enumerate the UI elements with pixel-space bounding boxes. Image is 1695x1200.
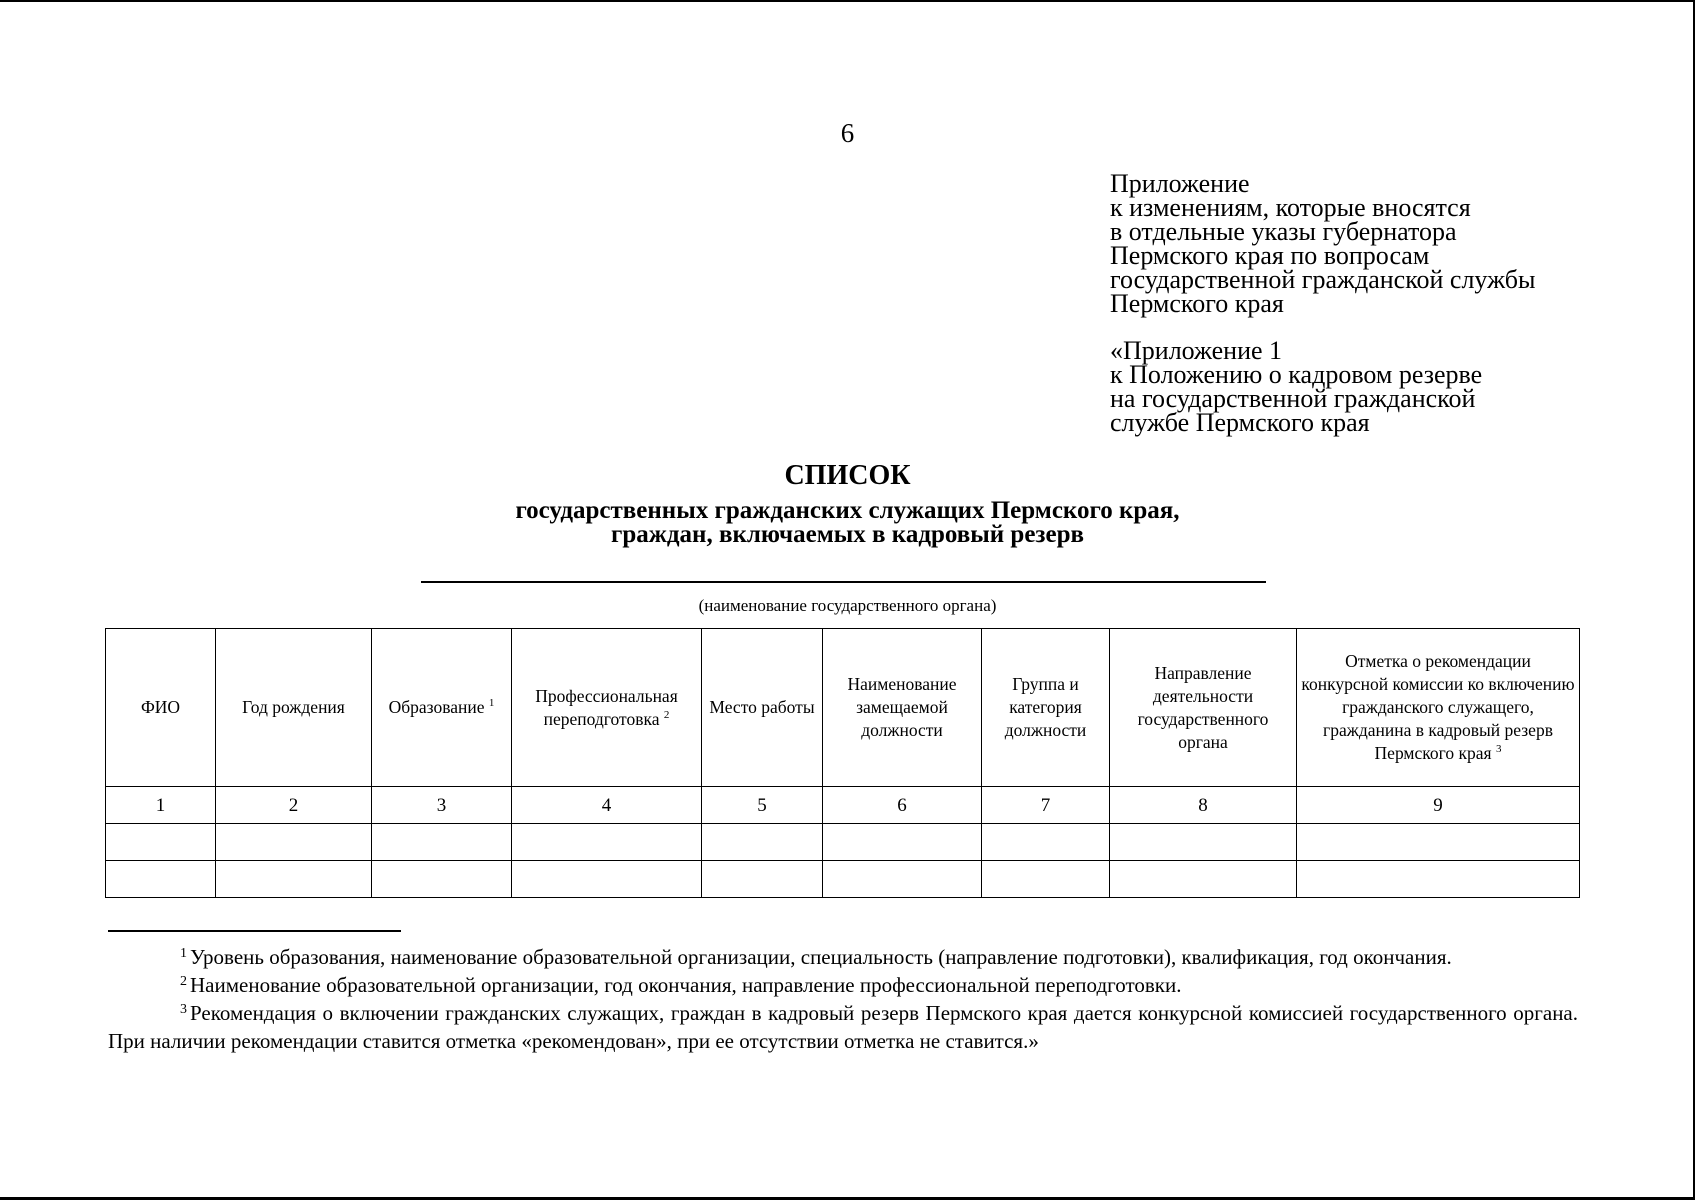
footnote-mark: 2 (180, 974, 187, 989)
appendix-line: Пермского края по вопросам (1110, 241, 1430, 270)
footnote (108, 999, 1578, 1055)
column-header (372, 629, 512, 787)
column-number: 6 (823, 787, 982, 824)
empty-cell (823, 861, 982, 898)
empty-cell (1110, 861, 1297, 898)
empty-cell (512, 861, 702, 898)
empty-cell (216, 861, 372, 898)
empty-cell (823, 824, 982, 861)
appendix-line: Пермского края (1110, 289, 1284, 318)
column-number: 4 (512, 787, 702, 824)
footnote-text: Наименование образовательной организации, год окончания, направление профессиональной переподготовки. (190, 973, 1182, 997)
empty-cell (106, 824, 216, 861)
column-header-label: Группа и категория должности (1004, 674, 1087, 740)
empty-cell (1297, 824, 1580, 861)
column-header (1110, 629, 1297, 787)
column-number: 8 (1110, 787, 1297, 824)
empty-table-row (106, 861, 1580, 898)
table-header-row (106, 629, 1580, 787)
document-subtitle (0, 499, 1695, 547)
empty-table-row (106, 824, 1580, 861)
empty-cell (1297, 861, 1580, 898)
footnote-ref: 3 (1495, 743, 1502, 755)
column-header-label: Год рождения (242, 697, 345, 717)
footnote-text: Уровень образования, наименование образовательной организации, специальность (направление подготовки), квалификация, год окончания. (190, 945, 1452, 969)
column-header-label: ФИО (140, 697, 181, 717)
column-header (216, 629, 372, 787)
column-header-label: Образование (388, 697, 485, 717)
empty-cell (702, 824, 823, 861)
empty-cell (106, 861, 216, 898)
column-header (823, 629, 982, 787)
appendix-block (1110, 169, 1536, 437)
quoted-appendix-line: к Положению о кадровом резерве (1110, 360, 1483, 389)
column-number: 2 (216, 787, 372, 824)
empty-cell (982, 824, 1110, 861)
appendix-line: государственной гражданской службы (1110, 265, 1536, 294)
column-number: 5 (702, 787, 823, 824)
empty-cell (702, 861, 823, 898)
footnote (108, 943, 1578, 971)
footnote-mark: 3 (180, 1002, 187, 1017)
footnote-text: Рекомендация о включении гражданских служащих, граждан в кадровый резерв Пермского края дается конкурсной комиссией государственного органа. При наличии рекомендации ставится отметка «рекомендован», при ее отсутствии отметка не ставится.» (108, 1001, 1578, 1053)
footnotes (108, 943, 1578, 1055)
empty-cell (372, 824, 512, 861)
page-number: 6 (840, 118, 855, 148)
column-header (512, 629, 702, 787)
appendix-line: к изменениям, которые вносятся (1110, 193, 1471, 222)
footnote-mark: 1 (180, 946, 187, 961)
column-header-label: Направление деятельности государственного органа (1137, 662, 1269, 752)
document-title: СПИСОК (784, 460, 911, 491)
empty-cell (512, 824, 702, 861)
column-number: 3 (372, 787, 512, 824)
footnote-ref: 2 (663, 708, 670, 721)
organ-name-fill-line (421, 581, 1266, 583)
column-header-label: Отметка о рекомендации конкурсной комиссии ко включению гражданского служащего, гражданина в кадровый резерв Пермского края (1301, 651, 1575, 763)
quoted-appendix-line: службе Пермского края (1110, 408, 1370, 437)
column-header (982, 629, 1110, 787)
column-number-row (106, 787, 1580, 824)
quoted-appendix-line: на государственной гражданской (1110, 384, 1476, 413)
empty-cell (982, 861, 1110, 898)
organ-name-caption: (наименование государственного органа) (698, 596, 997, 615)
footnote (108, 971, 1578, 999)
footnote-separator (108, 930, 401, 932)
column-header-label: Наименование замещаемой должности (847, 674, 957, 740)
appendix-line: в отдельные указы губернатора (1110, 217, 1457, 246)
page-border-top (0, 0, 1695, 2)
subtitle-line: государственных гражданских служащих Пермского края, (515, 497, 1180, 524)
column-header (1297, 629, 1580, 787)
appendix-line: Приложение (1110, 169, 1250, 198)
column-header-label: Профессиональная переподготовка (535, 685, 678, 729)
column-number: 7 (982, 787, 1110, 824)
quoted-appendix-line: «Приложение 1 (1110, 336, 1283, 365)
column-number: 1 (106, 787, 216, 824)
reserve-list-table (105, 628, 1580, 898)
footnote-ref: 1 (488, 697, 495, 709)
empty-cell (216, 824, 372, 861)
column-header (702, 629, 823, 787)
subtitle-line: граждан, включаемых в кадровый резерв (611, 521, 1084, 548)
column-header-label: Место работы (709, 697, 815, 717)
empty-cell (1110, 824, 1297, 861)
column-header (106, 629, 216, 787)
empty-cell (372, 861, 512, 898)
column-number: 9 (1297, 787, 1580, 824)
